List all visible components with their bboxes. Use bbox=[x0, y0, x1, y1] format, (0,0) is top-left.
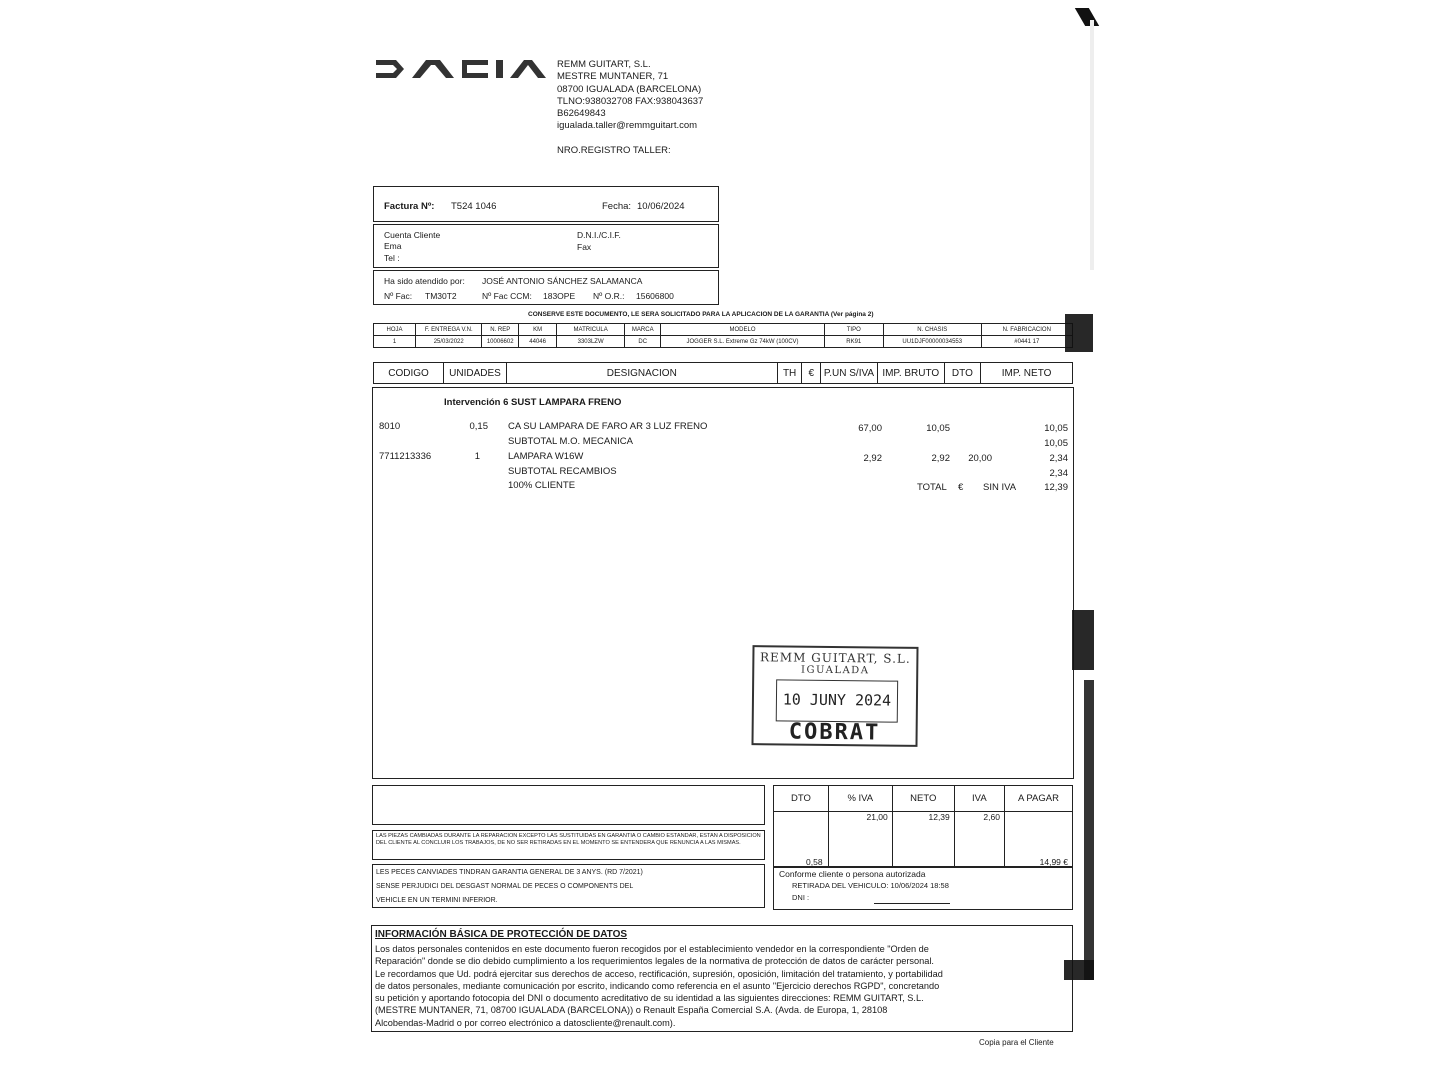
vehicle-header: MARCA bbox=[625, 324, 661, 336]
nfac-label: Nº Fac: bbox=[384, 291, 413, 301]
vehicle-header: F. ENTREGA V.N. bbox=[416, 324, 482, 336]
line-neto: 12,39 bbox=[1044, 482, 1068, 493]
col-dto: DTO bbox=[944, 363, 981, 384]
conforme-box bbox=[773, 866, 1073, 910]
vehicle-header: KM bbox=[519, 324, 557, 336]
vehicle-value: DC bbox=[625, 336, 661, 348]
stamp-date-box bbox=[776, 679, 898, 722]
total-currency: € bbox=[958, 482, 964, 493]
vehicle-header: N. FABRICACION bbox=[981, 324, 1072, 336]
privacy-box bbox=[371, 925, 1073, 1032]
vehicle-value: 10006602 bbox=[482, 336, 519, 348]
company-city: 08700 IGUALADA (BARCELONA) bbox=[557, 83, 702, 95]
line-bruto: 10,05 bbox=[926, 423, 950, 434]
privacy-line: Alcobendas-Madrid o por correo electrónico a datoscliente@renault.com). bbox=[375, 1017, 676, 1028]
privacy-body bbox=[375, 943, 1071, 1029]
vehicle-header: MATRICULA bbox=[557, 324, 625, 336]
company-name: REMM GUITART, S.L. bbox=[557, 59, 651, 70]
conforme-title: Conforme cliente o persona autorizada bbox=[779, 869, 926, 879]
totals-dto: 0,58 bbox=[774, 812, 829, 868]
totals-neto: 12,39 bbox=[892, 812, 954, 868]
parts-disclaimer bbox=[372, 830, 765, 860]
fax-label: Fax bbox=[577, 242, 592, 252]
nfacccm-value: 183OPE bbox=[543, 291, 576, 301]
stamp-date: 10 JUNY 2024 bbox=[782, 690, 892, 710]
vehicle-table bbox=[373, 323, 1073, 348]
invoice-number-box bbox=[373, 186, 719, 222]
vehicle-value: JOGGER S.L. Extreme Gz 74kW (100CV) bbox=[661, 336, 824, 348]
warranty-line: SENSE PERJUDICI DEL DESGAST NORMAL DE PECES O COMPONENTS DEL bbox=[376, 883, 634, 890]
warranty-line: LES PECES CANVIADES TINDRAN GARANTIA GENERAL DE 3 ANYS. (RD 7/2021) bbox=[376, 869, 643, 876]
registro-taller: NRO.REGISTRO TALLER: bbox=[557, 144, 671, 156]
company-phone: TLNO:938032708 FAX:938043637 bbox=[557, 95, 704, 107]
parts-disclaimer-text: LAS PIEZAS CAMBIADAS DURANTE LA REPARACION EXCEPTO LAS SUSTITUIDAS EN GARANTIA O CAMBIO ESTANDAR, ESTAN A DISPOSICION DEL CLIENTE AL CONCLUIR LOS TRABAJOS, DE NO SER RETIRADAS EN EL MOMENTO SE ENTENDERA QUE RENUNCIA A LAS MISMAS. bbox=[376, 833, 761, 846]
vehicle-header: HOJA bbox=[374, 324, 416, 336]
line-bruto: 2,92 bbox=[931, 453, 950, 464]
totals-header: NETO bbox=[892, 786, 954, 812]
warranty-box bbox=[372, 864, 765, 908]
vehicle-header: N. REP bbox=[482, 324, 519, 336]
cobrat-stamp bbox=[751, 645, 918, 747]
dacia-logo bbox=[374, 56, 548, 82]
totals-a-pagar: 14,99 € bbox=[1004, 812, 1072, 868]
factura-value: T524 1046 bbox=[451, 201, 497, 212]
privacy-line: (MESTRE MUNTANER, 71, 08700 IGUALADA (BARCELONA)) o Renault España Comercial S.A. (Avda. de Europa, 1, 28108 bbox=[375, 1005, 888, 1016]
nor-label: Nº O.R.: bbox=[593, 291, 625, 301]
stamp-city: IGUALADA bbox=[801, 664, 870, 677]
totals-header: IVA bbox=[954, 786, 1004, 812]
scan-artifact bbox=[1084, 680, 1094, 980]
conforme-dni: DNI : bbox=[792, 893, 810, 902]
cuenta-cliente-label: Cuenta Cliente bbox=[384, 230, 441, 240]
line-codigo: 8010 bbox=[379, 421, 401, 432]
totals-iva: 2,60 bbox=[954, 812, 1004, 868]
line-pun: 67,00 bbox=[858, 423, 882, 434]
signature-line bbox=[874, 903, 950, 904]
company-address bbox=[557, 59, 703, 157]
line-neto: 2,34 bbox=[1049, 453, 1068, 464]
vehicle-value: #0441 17 bbox=[981, 336, 1072, 348]
vehicle-value: 25/03/2022 bbox=[416, 336, 482, 348]
vehicle-value: 3303LZW bbox=[557, 336, 625, 348]
scan-artifact bbox=[1064, 960, 1094, 980]
col-codigo: CODIGO bbox=[374, 363, 444, 384]
line-neto: 2,34 bbox=[1049, 468, 1068, 479]
line-designacion: CA SU LAMPARA DE FARO AR 3 LUZ FRENO bbox=[508, 421, 708, 432]
vehicle-header: MODELO bbox=[661, 324, 824, 336]
totals-header: DTO bbox=[774, 786, 829, 812]
col-pun: P.UN S/IVA bbox=[821, 363, 878, 384]
fecha-label: Fecha: bbox=[602, 201, 632, 212]
warranty-notice: CONSERVE ESTE DOCUMENTO, LE SERA SOLICITADO PARA LA APLICACION DE LA GARANTIA (Ver página 2) bbox=[528, 311, 874, 318]
scan-artifact bbox=[1090, 20, 1094, 270]
privacy-line: de datos personales, mediante comunicación por escrito, indicando como referencia en el asunto "Ejercicio derechos RGPD", concretando bbox=[375, 980, 940, 991]
line-codigo: 7711213336 bbox=[379, 451, 432, 462]
atendido-label: Ha sido atendido por: bbox=[384, 276, 465, 286]
totals-iva-pct: 21,00 bbox=[828, 812, 892, 868]
scan-artifact bbox=[1072, 610, 1094, 670]
scan-artifact bbox=[1075, 8, 1099, 26]
col-designacion: DESIGNACION bbox=[506, 363, 777, 384]
vehicle-value: RK91 bbox=[824, 336, 883, 348]
stamp-company: REMM GUITART, S.L. bbox=[759, 650, 911, 666]
factura-label: Factura Nº: bbox=[384, 201, 435, 212]
vehicle-value: 1 bbox=[374, 336, 416, 348]
privacy-line: Los datos personales contenidos en este documento fueron recogidos por el establecimiento vendedor en la correspondiente "Orden de bbox=[375, 944, 929, 954]
privacy-title: INFORMACIÓN BÁSICA DE PROTECCIÓN DE DATOS bbox=[375, 929, 628, 940]
line-pun: 2,92 bbox=[863, 453, 882, 464]
line-unidades: 0,15 bbox=[469, 421, 488, 432]
col-unidades: UNIDADES bbox=[444, 363, 507, 384]
line-dto: 20,00 bbox=[968, 453, 992, 464]
vehicle-value: 44046 bbox=[519, 336, 557, 348]
totals-table bbox=[773, 785, 1073, 868]
company-street: MESTRE MUNTANER, 71 bbox=[557, 71, 669, 83]
privacy-line: su petición y aportando fotocopia del DNI o documento acreditativo de su identidad a las siguientes direcciones: REMM GUITART, S.L. bbox=[375, 993, 924, 1004]
nfac-value: TM30T2 bbox=[425, 291, 457, 301]
notes-box bbox=[372, 785, 765, 825]
client-box bbox=[373, 224, 719, 268]
col-euro: € bbox=[802, 363, 821, 384]
fecha-value: 10/06/2024 bbox=[637, 201, 685, 212]
company-cif: B62649843 bbox=[557, 108, 606, 120]
line-items-body bbox=[372, 387, 1074, 779]
email-label: Ema bbox=[384, 241, 402, 251]
vehicle-header: N. CHASIS bbox=[883, 324, 981, 336]
line-unidades: 1 bbox=[474, 451, 480, 462]
privacy-line: Le recordamos que Ud. podrá ejercitar sus derechos de acceso, rectificación, supresión, oposición, limitación del tratamiento, y portabilidad bbox=[375, 968, 943, 979]
vehicle-value: UU1DJF00000034553 bbox=[883, 336, 981, 348]
nor-value: 15606800 bbox=[636, 291, 674, 301]
line-designacion: LAMPARA W16W bbox=[508, 451, 584, 462]
totals-header: A PAGAR bbox=[1004, 786, 1072, 812]
line-items-header bbox=[373, 362, 1073, 384]
vehicle-header: TIPO bbox=[824, 324, 883, 336]
privacy-line: Reparación" donde se dio debido cumplimiento a los requerimientos legales de la normativa de protección de datos de carácter personal. bbox=[375, 956, 934, 967]
line-neto: 10,05 bbox=[1044, 423, 1068, 434]
line-designacion: 100% CLIENTE bbox=[508, 480, 576, 491]
stamp-word: COBRAT bbox=[788, 719, 881, 746]
total-siniva: SIN IVA bbox=[983, 482, 1017, 493]
total-label: TOTAL bbox=[917, 482, 947, 493]
line-designacion: SUBTOTAL M.O. MECANICA bbox=[508, 436, 633, 447]
intervention-title: Intervención 6 SUST LAMPARA FRENO bbox=[444, 397, 622, 408]
attended-box bbox=[373, 270, 719, 305]
col-neto: IMP. NETO bbox=[981, 363, 1073, 384]
col-bruto: IMP. BRUTO bbox=[877, 363, 944, 384]
scan-artifact bbox=[1065, 314, 1093, 352]
line-designacion: SUBTOTAL RECAMBIOS bbox=[508, 466, 617, 477]
totals-header: % IVA bbox=[828, 786, 892, 812]
tel-label: Tel : bbox=[384, 253, 400, 263]
dni-label: D.N.I./C.I.F. bbox=[577, 230, 621, 240]
nfacccm-label: Nº Fac CCM: bbox=[482, 291, 532, 301]
company-email: igualada.taller@remmguitart.com bbox=[557, 120, 698, 132]
footer-copy-label: Copia para el Cliente bbox=[979, 1038, 1054, 1047]
col-th: TH bbox=[777, 363, 802, 384]
conforme-retirada: RETIRADA DEL VEHICULO: 10/06/2024 18:58 bbox=[792, 881, 949, 890]
vehicle-header-row bbox=[374, 324, 1073, 336]
vehicle-value-row bbox=[374, 336, 1073, 348]
warranty-line: VEHICLE EN UN TERMINI INFERIOR. bbox=[376, 897, 498, 904]
atendido-value: JOSÉ ANTONIO SÁNCHEZ SALAMANCA bbox=[482, 276, 643, 286]
line-neto: 10,05 bbox=[1044, 438, 1068, 449]
